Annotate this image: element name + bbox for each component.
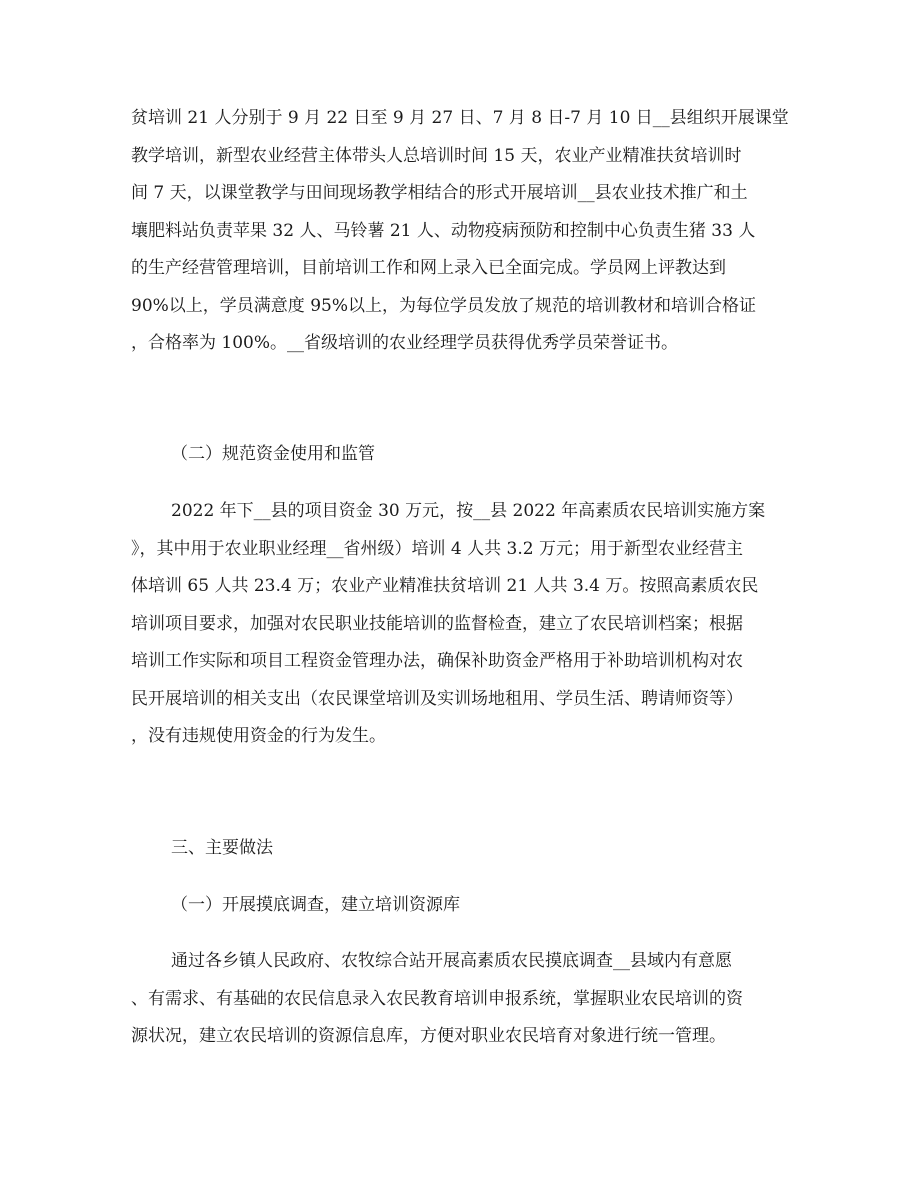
- paragraph-survey: [131, 943, 791, 1056]
- text-line: 源状况，建立农民培训的资源信息库，方便对职业农民培育对象进行统一管理。: [131, 1026, 726, 1046]
- text-line: 贫培训 21 人分别于 9 月 22 日至 9 月 27 日、7 月 8 日-7 月 10 日__县组织开展课堂: [131, 108, 789, 128]
- text-line: 培训工作实际和项目工程资金管理办法，确保补助资金严格用于补助培训机构对农: [131, 651, 743, 671]
- text-line: 90%以上，学员满意度 95%以上，为每位学员发放了规范的培训教材和培训合格证: [131, 295, 756, 316]
- paragraph-fund-usage: [131, 493, 791, 756]
- text-line: 教学培训，新型农业经营主体带头人总培训时间 15 天，农业产业精准扶贫培训时: [131, 145, 742, 166]
- text-line: 民开展培训的相关支出（农民课堂培训及实训场地租用、学员生活、聘请师资等）: [131, 688, 743, 709]
- text-line: 的生产经营管理培训，目前培训工作和网上录入已全面完成。学员网上评教达到: [131, 258, 726, 278]
- text-line: 间 7 天，以课堂教学与田间现场教学相结合的形式开展培训__县农业技术推广和土: [131, 183, 748, 203]
- text-line: 体培训 65 人共 23.4 万；农业产业精准扶贫培训 21 人共 3.4 万。按照高素质农民: [131, 576, 759, 596]
- text-line: 、有需求、有基础的农民信息录入农民教育培训申报系统，掌握职业农民培训的资: [131, 988, 743, 1009]
- text-line: 壤肥料站负责苹果 32 人、马铃薯 21 人、动物疫病预防和控制中心负责生猪 33 人: [131, 220, 756, 241]
- section-heading-main-practices: 三、主要做法: [171, 838, 273, 858]
- text-line: 通过各乡镇人民政府、农牧综合站开展高素质农民摸底调查__县域内有意愿: [171, 951, 732, 971]
- text-line: 培训项目要求，加强对农民职业技能培训的监督检查，建立了农民培训档案；根据: [131, 613, 743, 634]
- section-heading-survey: （一）开展摸底调查，建立培训资源库: [171, 895, 460, 915]
- paragraph-training-results: [131, 100, 791, 363]
- text-line: 》，其中用于农业职业经理__省州级）培训 4 人共 3.2 万元；用于新型农业经营主: [131, 538, 743, 559]
- text-line: 2022 年下__县的项目资金 30 万元，按__县 2022 年高素质农民培训实施方案: [171, 501, 766, 521]
- text-line: ，没有违规使用资金的行为发生。: [131, 726, 386, 746]
- text-line: ，合格率为 100%。__省级培训的农业经理学员获得优秀学员荣誉证书。: [131, 333, 679, 353]
- section-heading-fund-management: （二）规范资金使用和监管: [171, 444, 375, 464]
